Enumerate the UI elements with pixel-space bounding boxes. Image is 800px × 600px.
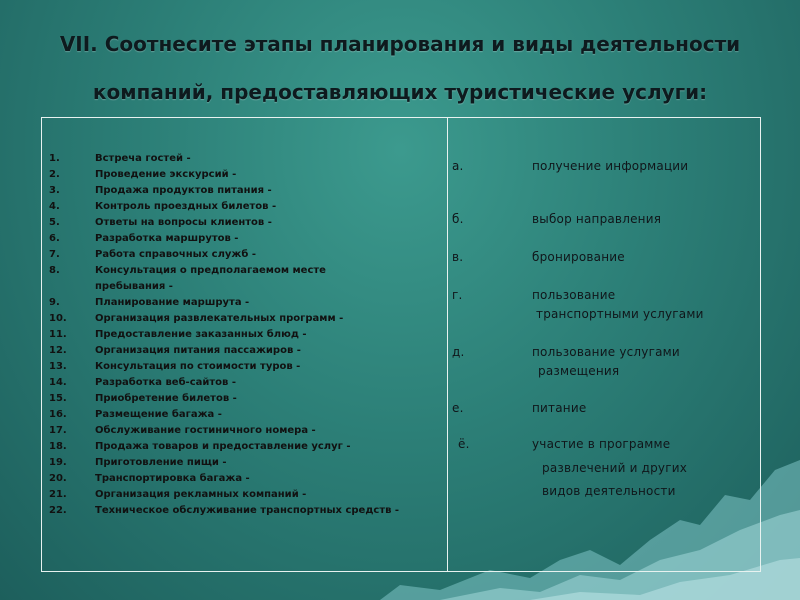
item-number: 11. bbox=[49, 329, 67, 340]
stage-letter: г. bbox=[452, 288, 463, 302]
stage-letter: б. bbox=[452, 212, 464, 226]
item-text-continuation: пребывания - bbox=[95, 281, 173, 292]
item-number: 1. bbox=[49, 153, 60, 164]
stage-text-continuation: размещения bbox=[538, 364, 620, 378]
item-text: Организация питания пассажиров - bbox=[95, 345, 301, 356]
item-number: 10. bbox=[49, 313, 67, 324]
item-text: Продажа продуктов питания - bbox=[95, 185, 272, 196]
item-number: 6. bbox=[49, 233, 60, 244]
slide-title-line-2: компаний, предоставляющих туристические услуги: bbox=[92, 80, 708, 104]
item-number: 18. bbox=[49, 441, 67, 452]
item-number: 8. bbox=[49, 265, 60, 276]
stage-text: питание bbox=[532, 401, 587, 415]
item-number: 14. bbox=[49, 377, 67, 388]
stage-text-continuation: видов деятельности bbox=[542, 484, 676, 498]
slide-title-line-1: VII. Соотнесите этапы планирования и виды деятельности bbox=[59, 32, 741, 56]
item-text: Контроль проездных билетов - bbox=[95, 201, 277, 212]
stage-text: участие в программе bbox=[532, 437, 671, 451]
item-number: 22. bbox=[49, 505, 67, 516]
item-number: 7. bbox=[49, 249, 60, 260]
item-number: 5. bbox=[49, 217, 60, 228]
item-number: 2. bbox=[49, 169, 60, 180]
item-text: Техническое обслуживание транспортных средств - bbox=[95, 505, 400, 516]
item-number: 12. bbox=[49, 345, 67, 356]
item-text: Продажа товаров и предоставление услуг - bbox=[95, 441, 351, 452]
stage-letter: д. bbox=[452, 345, 465, 359]
item-text: Консультация о предполагаемом месте bbox=[95, 265, 326, 276]
item-text: Организация развлекательных программ - bbox=[95, 313, 344, 324]
item-text: Проведение экскурсий - bbox=[95, 169, 237, 180]
stage-text-continuation: транспортными услугами bbox=[536, 307, 704, 321]
stage-letter: в. bbox=[452, 250, 464, 264]
item-text: Обслуживание гостиничного номера - bbox=[95, 425, 316, 436]
item-text: Встреча гостей - bbox=[95, 153, 191, 164]
stage-letter: ё. bbox=[458, 437, 470, 451]
item-text: Планирование маршрута - bbox=[95, 297, 250, 308]
item-number: 3. bbox=[49, 185, 60, 196]
item-number: 15. bbox=[49, 393, 67, 404]
item-number: 4. bbox=[49, 201, 60, 212]
table-divider bbox=[447, 117, 448, 572]
item-text: Разработка веб-сайтов - bbox=[95, 377, 237, 388]
item-number: 13. bbox=[49, 361, 67, 372]
stage-text: выбор направления bbox=[532, 212, 662, 226]
stage-text: получение информации bbox=[532, 159, 689, 173]
item-text: Предоставление заказанных блюд - bbox=[95, 329, 307, 340]
stage-letter: а. bbox=[452, 159, 464, 173]
item-number: 20. bbox=[49, 473, 67, 484]
item-text: Приготовление пищи - bbox=[95, 457, 227, 468]
item-number: 16. bbox=[49, 409, 67, 420]
stage-text: бронирование bbox=[532, 250, 625, 264]
item-number: 21. bbox=[49, 489, 67, 500]
item-text: Ответы на вопросы клиентов - bbox=[95, 217, 272, 228]
item-text: Разработка маршрутов - bbox=[95, 233, 239, 244]
stage-text: пользование услугами bbox=[532, 345, 680, 359]
item-number: 17. bbox=[49, 425, 67, 436]
stage-text-continuation: развлечений и других bbox=[542, 461, 688, 475]
item-text: Размещение багажа - bbox=[95, 409, 222, 420]
item-number: 19. bbox=[49, 457, 67, 468]
item-text: Консультация по стоимости туров - bbox=[95, 361, 301, 372]
item-text: Приобретение билетов - bbox=[95, 393, 237, 404]
item-text: Организация рекламных компаний - bbox=[95, 489, 307, 500]
item-number: 9. bbox=[49, 297, 60, 308]
stage-letter: е. bbox=[452, 401, 464, 415]
item-text: Работа справочных служб - bbox=[95, 249, 256, 260]
item-text: Транспортировка багажа - bbox=[95, 473, 250, 484]
stage-text: пользование bbox=[532, 288, 616, 302]
